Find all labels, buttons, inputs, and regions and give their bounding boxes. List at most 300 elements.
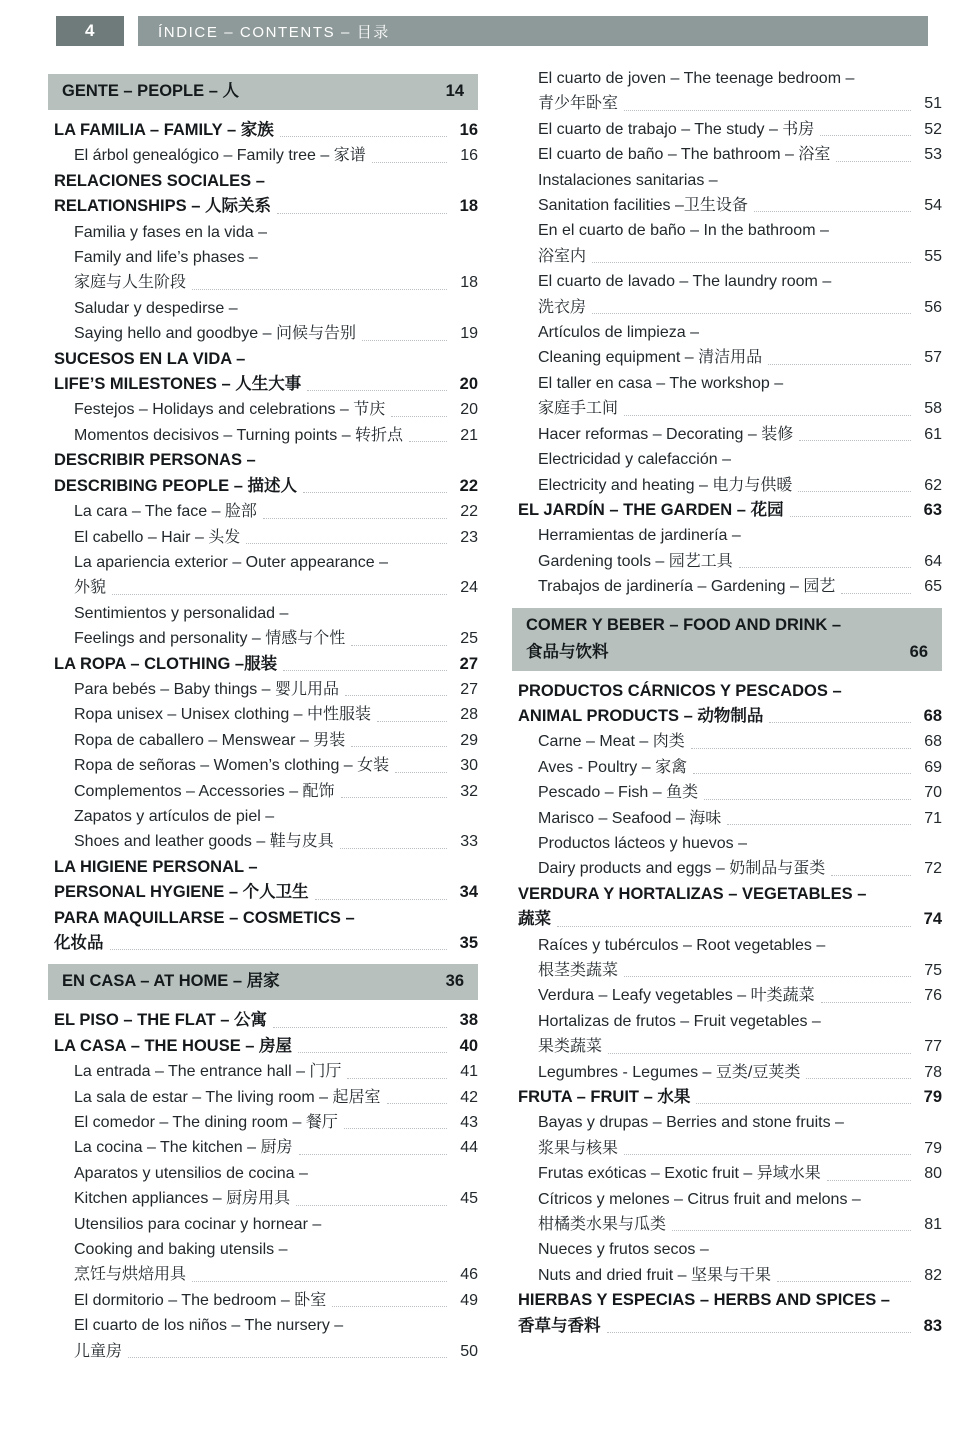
toc-entry-page-number: 66: [909, 642, 928, 661]
toc-sub-entry[interactable]: [48, 143, 478, 168]
toc-entry-line: [538, 422, 942, 447]
toc-sub-entry[interactable]: [48, 525, 478, 550]
toc-entry-label: 青少年卧室: [538, 95, 619, 113]
toc-entry-page-number: 14: [445, 82, 464, 100]
toc-entry-line: [74, 525, 478, 550]
toc-entry-line: [538, 780, 942, 805]
toc-entry-line: [538, 320, 942, 345]
toc-sub-entry[interactable]: [512, 806, 942, 831]
dot-leader: [351, 644, 447, 646]
dot-leader: [271, 187, 447, 188]
dot-leader: [280, 822, 447, 823]
toc-entry-label: EN CASA – AT HOME – 居家: [62, 972, 280, 991]
dot-leader: [110, 948, 448, 950]
toc-entry-label: Nueces y frutos secos –: [538, 1241, 709, 1259]
toc-entry-line: [526, 612, 928, 639]
toc-sub-entry[interactable]: [48, 677, 478, 702]
toc-entry-label: Cleaning equipment – 清洁用品: [538, 349, 763, 367]
toc-chapter-entry[interactable]: [48, 652, 478, 677]
toc-entry-label: LA CASA – THE HOUSE – 房屋: [54, 1036, 293, 1055]
toc-entry-line: [74, 1186, 478, 1211]
toc-entry-label: Ropa de caballero – Menswear – 男装: [74, 731, 346, 749]
toc-entry-line: [538, 396, 942, 421]
toc-entry-line: [538, 983, 942, 1008]
toc-entry-label: La cara – The face – 脸部: [74, 503, 257, 521]
toc-entry-label: LA HIGIENE PERSONAL –: [54, 857, 258, 876]
dot-leader: [307, 389, 447, 391]
dot-leader: [351, 745, 447, 747]
toc-sub-entry[interactable]: [48, 1135, 478, 1160]
toc-sub-entry[interactable]: [48, 220, 478, 296]
toc-sub-entry[interactable]: [48, 728, 478, 753]
toc-entry-label: La entrada – The entrance hall – 门厅: [74, 1063, 342, 1081]
toc-entry-line: [74, 779, 478, 804]
toc-chapter-entry[interactable]: [48, 347, 478, 398]
dot-leader: [615, 659, 898, 660]
dot-leader: [739, 566, 911, 568]
dot-leader: [192, 288, 447, 290]
toc-entry-label: Feelings and personality – 情感与个性: [74, 630, 346, 648]
toc-entry-line: [74, 1288, 478, 1313]
toc-sub-entry[interactable]: [512, 983, 942, 1008]
dot-leader: [303, 491, 447, 493]
toc-entry-line: [74, 1212, 478, 1237]
toc-entry-page-number: 25: [460, 630, 478, 648]
dot-leader: [387, 1102, 447, 1104]
toc-entry-page-number: 41: [460, 1063, 478, 1081]
toc-entry-line: [54, 372, 478, 397]
dot-leader: [246, 542, 447, 544]
toc-entry-line: [518, 907, 942, 932]
toc-entry-line: [538, 218, 942, 243]
toc-entry-page-number: 20: [460, 401, 478, 419]
toc-entry-label: Bayas y drupas – Berries and stone fruits –: [538, 1114, 844, 1132]
dot-leader: [848, 697, 911, 698]
toc-entry-label: 柑橘类水果与瓜类: [538, 1216, 667, 1234]
toc-entry-page-number: 45: [460, 1190, 478, 1208]
toc-entry-line: [538, 1161, 942, 1186]
dot-leader: [704, 798, 911, 800]
toc-entry-line: [54, 474, 478, 499]
toc-entry-line: [74, 1161, 478, 1186]
toc-entry-label: 食品与饮料: [526, 642, 609, 661]
dot-leader: [860, 84, 911, 85]
toc-sub-entry[interactable]: [512, 142, 942, 167]
toc-sub-entry[interactable]: [48, 804, 478, 855]
toc-entry-label: Cooking and baking utensils –: [74, 1241, 288, 1259]
dot-leader: [896, 1307, 911, 1308]
dot-leader: [847, 632, 897, 633]
toc-entry-page-number: 24: [460, 579, 478, 597]
dot-leader: [827, 1179, 911, 1181]
toc-entry-label: Electricidad y calefacción –: [538, 451, 731, 469]
toc-entry-page-number: 22: [460, 503, 478, 521]
toc-sub-entry[interactable]: [512, 422, 942, 447]
toc-entry-line: [538, 729, 942, 754]
toc-entry-label: La cocina – The kitchen – 厨房: [74, 1139, 293, 1157]
toc-sub-entry[interactable]: [512, 933, 942, 984]
toc-sub-entry[interactable]: [48, 702, 478, 727]
toc-entry-label: Cítricos y melones – Citrus fruit and melons –: [538, 1190, 861, 1208]
toc-entry-line: [538, 806, 942, 831]
toc-entry-label: La apariencia exterior – Outer appearance –: [74, 553, 388, 571]
dot-leader: [286, 988, 433, 989]
toc-entry-line: [74, 270, 478, 295]
toc-entry-page-number: 56: [924, 298, 942, 316]
toc-entry-label: DESCRIBIR PERSONAS –: [54, 451, 256, 470]
toc-sub-entry[interactable]: [512, 218, 942, 269]
toc-entry-page-number: 49: [460, 1291, 478, 1309]
toc-entry-line: [538, 856, 942, 881]
toc-entry-label: 浴室内: [538, 247, 587, 265]
toc-sub-entry[interactable]: [48, 1085, 478, 1110]
toc-sub-entry[interactable]: [48, 1161, 478, 1212]
toc-column-left: [48, 66, 478, 1364]
toc-entry-page-number: 21: [460, 426, 478, 444]
toc-entry-page-number: 16: [459, 121, 478, 139]
toc-entry-page-number: 32: [460, 782, 478, 800]
toc-sub-entry[interactable]: [48, 1110, 478, 1135]
toc-entry-label: Hacer reformas – Decorating – 装修: [538, 425, 794, 443]
toc-entry-label: La sala de estar – The living room – 起居室: [74, 1088, 381, 1106]
dot-leader: [821, 1001, 911, 1003]
dot-leader: [831, 874, 911, 876]
toc-section-band[interactable]: [48, 74, 478, 110]
toc-entry-label: Utensilios para cocinar y hornear –: [74, 1215, 322, 1233]
toc-sub-entry[interactable]: [48, 779, 478, 804]
toc-entry-line: [54, 880, 478, 905]
toc-chapter-entry[interactable]: [512, 1085, 942, 1110]
toc-entry-page-number: 74: [923, 910, 942, 929]
toc-entry-page-number: 33: [460, 833, 478, 851]
toc-entry-page-number: 23: [460, 528, 478, 546]
toc-entry-line: [54, 448, 478, 473]
toc-entry-label: Artículos de limpieza –: [538, 324, 699, 342]
toc-entry-line: [74, 1313, 478, 1338]
toc-entry-line: [538, 1187, 942, 1212]
toc-entry-line: [538, 1110, 942, 1135]
dot-leader: [624, 109, 911, 111]
dot-leader: [345, 694, 447, 696]
toc-entry-line: [54, 652, 478, 677]
toc-entry-label: SUCESOS EN LA VIDA –: [54, 349, 246, 368]
dot-leader: [298, 1051, 447, 1053]
toc-sub-entry[interactable]: [512, 269, 942, 320]
toc-entry-page-number: 71: [924, 809, 942, 827]
toc-entry-label: EL JARDÍN – THE GARDEN – 花园: [518, 500, 784, 519]
toc-entry-line: [62, 78, 464, 105]
toc-entry-label: Saludar y despedirse –: [74, 299, 238, 317]
toc-entry-line: [538, 447, 942, 472]
toc-entry-line: [74, 1237, 478, 1262]
toc-chapter-entry[interactable]: [512, 1288, 942, 1339]
toc-entry-label: Dairy products and eggs – 奶制品与蛋类: [538, 860, 826, 878]
toc-section-band[interactable]: [512, 608, 942, 671]
dot-leader: [724, 186, 911, 187]
toc-entry-page-number: 55: [924, 247, 942, 265]
toc-entry-label: LA ROPA – CLOTHING –服装: [54, 654, 278, 673]
toc-entry-label: Carne – Meat – 肉类: [538, 733, 685, 751]
dot-leader: [841, 592, 911, 594]
toc-entry-line: [538, 1009, 942, 1034]
toc-entry-label: Pescado – Fish – 鱼类: [538, 784, 699, 802]
dot-leader: [244, 314, 447, 315]
dot-leader: [251, 365, 447, 366]
toc-entry-page-number: 46: [460, 1266, 478, 1284]
toc-sub-entry[interactable]: [512, 574, 942, 599]
toc-chapter-entry[interactable]: [48, 118, 478, 143]
toc-entry-page-number: 78: [924, 1063, 942, 1081]
toc-entry-page-number: 69: [924, 758, 942, 776]
dot-leader: [394, 568, 447, 569]
toc-entry-line: [538, 269, 942, 294]
toc-entry-line: [54, 118, 478, 143]
dot-leader: [806, 1077, 911, 1079]
toc-chapter-entry[interactable]: [512, 498, 942, 523]
toc-entry-line: [538, 933, 942, 958]
toc-entry-line: [74, 753, 478, 778]
toc-entry-label: 香草与香料: [518, 1316, 601, 1335]
toc-entry-line: [54, 1008, 478, 1033]
dot-leader: [263, 517, 447, 519]
dot-leader: [395, 771, 447, 773]
toc-entry-line: [538, 1212, 942, 1237]
toc-sub-entry[interactable]: [512, 1060, 942, 1085]
toc-sub-entry[interactable]: [512, 1237, 942, 1288]
toc-entry-page-number: 81: [924, 1216, 942, 1234]
dot-leader: [867, 1205, 911, 1206]
toc-entry-label: Gardening tools – 园艺工具: [538, 552, 733, 570]
toc-entry-line: [74, 601, 478, 626]
toc-sub-entry[interactable]: [512, 729, 942, 754]
toc-entry-line: [54, 1034, 478, 1059]
toc-sub-entry[interactable]: [512, 780, 942, 805]
toc-entry-line: [538, 244, 942, 269]
toc-entry-line: [54, 855, 478, 880]
toc-entry-page-number: 44: [460, 1139, 478, 1157]
dot-leader: [277, 212, 447, 214]
dot-leader: [245, 98, 433, 99]
dot-leader: [280, 135, 447, 137]
toc-entry-line: [74, 626, 478, 651]
toc-entry-label: Aves - Poultry – 家禽: [538, 758, 688, 776]
dot-leader: [293, 1255, 447, 1256]
toc-entry-label: Shoes and leather goods – 鞋与皮具: [74, 833, 334, 851]
toc-entry-label: El dormitorio – The bedroom – 卧室: [74, 1291, 327, 1309]
toc-entry-label: El cuarto de baño – The bathroom – 浴室: [538, 146, 831, 164]
dot-leader: [789, 389, 911, 390]
toc-entry-label: HIERBAS Y ESPECIAS – HERBS AND SPICES –: [518, 1291, 890, 1310]
dot-leader: [835, 237, 911, 238]
toc-chapter-entry[interactable]: [48, 855, 478, 906]
toc-entry-line: [538, 142, 942, 167]
toc-entry-page-number: 38: [459, 1011, 478, 1030]
toc-chapter-entry[interactable]: [48, 448, 478, 499]
toc-chapter-entry[interactable]: [48, 1034, 478, 1059]
toc-entry-label: PERSONAL HYGIENE – 个人卫生: [54, 883, 309, 902]
toc-entry-page-number: 52: [924, 120, 942, 138]
toc-sub-entry[interactable]: [512, 66, 942, 117]
dot-leader: [112, 593, 447, 595]
toc-entry-line: [74, 220, 478, 245]
toc-entry-page-number: 75: [924, 962, 942, 979]
toc-entry-line: [74, 296, 478, 321]
dot-leader: [372, 161, 447, 163]
toc-entry-page-number: 62: [924, 476, 942, 494]
toc-entry-label: EL PISO – THE FLAT – 公寓: [54, 1011, 268, 1030]
toc-entry-page-number: 51: [924, 95, 942, 113]
toc-entry-page-number: 20: [459, 375, 478, 394]
dot-leader: [299, 1153, 448, 1155]
toc-entry-line: [74, 1085, 478, 1110]
dot-leader: [820, 134, 911, 136]
dot-leader: [377, 720, 447, 722]
toc-sub-entry[interactable]: [512, 755, 942, 780]
toc-entry-line: [518, 679, 942, 704]
toc-entry-label: Ropa de señoras – Women’s clothing – 女装: [74, 757, 390, 775]
toc-chapter-entry[interactable]: [48, 906, 478, 957]
toc-chapter-entry[interactable]: [48, 1008, 478, 1033]
toc-entry-line: [538, 295, 942, 320]
toc-sub-entry[interactable]: [48, 1288, 478, 1313]
toc-sub-entry[interactable]: [512, 168, 942, 219]
toc-entry-line: [518, 498, 942, 523]
toc-chapter-entry[interactable]: [512, 679, 942, 730]
toc-entry-page-number: 29: [460, 731, 478, 749]
toc-entry-page-number: 53: [924, 146, 942, 164]
toc-entry-line: [74, 1059, 478, 1084]
page-number-box: 4: [56, 16, 124, 46]
toc-sub-entry[interactable]: [512, 320, 942, 371]
toc-entry-label: Productos lácteos y huevos –: [538, 834, 748, 852]
dot-leader: [273, 238, 447, 239]
toc-entry-line: [518, 704, 942, 729]
dot-leader: [327, 1230, 447, 1231]
toc-entry-label: Instalaciones sanitarias –: [538, 171, 718, 189]
toc-entry-label: Para bebés – Baby things – 婴儿用品: [74, 680, 340, 698]
toc-entry-page-number: 19: [460, 325, 478, 343]
toc-entry-label: LIFE’S MILESTONES – 人生大事: [54, 375, 302, 394]
toc-sub-entry[interactable]: [48, 601, 478, 652]
toc-sub-entry[interactable]: [512, 1187, 942, 1238]
toc-entry-label: LA FAMILIA – FAMILY – 家族: [54, 121, 274, 139]
toc-sub-entry[interactable]: [512, 371, 942, 422]
toc-entry-label: Electricity and heating – 电力与供暖: [538, 476, 793, 494]
toc-sub-entry[interactable]: [512, 447, 942, 498]
dot-leader: [128, 1356, 447, 1358]
toc-entry-line: [526, 639, 928, 666]
toc-entry-line: [74, 702, 478, 727]
toc-entry-line: [538, 91, 942, 116]
toc-sub-entry[interactable]: [512, 117, 942, 142]
toc-entry-label: 蔬菜: [518, 910, 551, 929]
toc-entry-line: [54, 931, 478, 956]
dot-leader: [362, 339, 447, 341]
toc-entry-label: FRUTA – FRUIT – 水果: [518, 1088, 691, 1107]
toc-chapter-entry[interactable]: [48, 169, 478, 220]
toc-entry-label: RELACIONES SOCIALES –: [54, 171, 265, 190]
toc-sub-entry[interactable]: [48, 499, 478, 524]
toc-entry-label: Momentos decisivos – Turning points – 转折点: [74, 426, 404, 444]
toc-entry-line: [538, 549, 942, 574]
toc-sub-entry[interactable]: [512, 831, 942, 882]
toc-sub-entry[interactable]: [48, 753, 478, 778]
dot-leader: [777, 1280, 911, 1282]
toc-sub-entry[interactable]: [48, 1313, 478, 1364]
toc-entry-line: [54, 906, 478, 931]
toc-entry-label: El cabello – Hair – 头发: [74, 528, 241, 546]
toc-entry-page-number: 68: [923, 706, 942, 725]
toc-entry-page-number: 50: [460, 1342, 478, 1360]
toc-entry-line: [74, 1135, 478, 1160]
toc-entry-line: [74, 1339, 478, 1364]
toc-entry-label: Herramientas de jardinería –: [538, 527, 741, 545]
toc-section-band[interactable]: [48, 964, 478, 1000]
toc-sub-entry[interactable]: [48, 1212, 478, 1288]
toc-chapter-entry[interactable]: [512, 882, 942, 933]
toc-entry-label: 儿童房: [74, 1342, 123, 1360]
dot-leader: [836, 160, 911, 162]
toc-entry-line: [74, 143, 478, 168]
dot-leader: [262, 467, 447, 468]
toc-entry-page-number: 63: [923, 500, 942, 519]
toc-sub-entry[interactable]: [512, 1009, 942, 1060]
toc-entry-line: [54, 347, 478, 372]
dot-leader: [737, 466, 911, 467]
toc-entry-page-number: 54: [924, 197, 942, 215]
toc-entry-line: [62, 968, 464, 995]
dot-leader: [296, 1204, 447, 1206]
toc-entry-line: [538, 958, 942, 983]
toc-entry-page-number: 43: [460, 1114, 478, 1132]
dot-leader: [344, 1127, 447, 1129]
toc-entry-label: PRODUCTOS CÁRNICOS Y PESCADOS –: [518, 681, 842, 700]
toc-sub-entry[interactable]: [48, 296, 478, 347]
toc-entry-label: El cuarto de los niños – The nursery –: [74, 1317, 344, 1335]
dot-leader: [872, 900, 911, 901]
toc-entry-page-number: 64: [924, 552, 942, 570]
toc-entry-line: [538, 755, 942, 780]
toc-entry-page-number: 40: [459, 1036, 478, 1055]
toc-entry-line: [74, 321, 478, 346]
toc-entry-page-number: 35: [459, 934, 478, 952]
toc-entry-line: [538, 831, 942, 856]
toc-entry-label: El árbol genealógico – Family tree – 家谱: [74, 147, 366, 165]
toc-entry-page-number: 18: [460, 274, 478, 292]
dot-leader: [624, 414, 911, 416]
toc-sub-entry[interactable]: [512, 1110, 942, 1161]
toc-entry-line: [538, 1136, 942, 1161]
dot-leader: [341, 796, 447, 798]
toc-sub-entry[interactable]: [48, 550, 478, 601]
toc-sub-entry[interactable]: [512, 523, 942, 574]
toc-entry-label: PARA MAQUILLARSE – COSMETICS –: [54, 908, 355, 927]
toc-entry-label: Complementos – Accessories – 配饰: [74, 782, 335, 800]
dot-leader: [768, 363, 911, 365]
toc-entry-line: [74, 728, 478, 753]
toc-entry-label: Frutas exóticas – Exotic fruit – 异域水果: [538, 1165, 821, 1183]
toc-sub-entry[interactable]: [48, 397, 478, 422]
toc-entry-label: El cuarto de trabajo – The study – 书房: [538, 120, 815, 138]
dot-leader: [672, 1229, 911, 1231]
toc-entry-line: [74, 1110, 478, 1135]
toc-sub-entry[interactable]: [48, 1059, 478, 1084]
toc-entry-page-number: 68: [924, 733, 942, 751]
toc-entry-label: En el cuarto de baño – In the bathroom –: [538, 222, 829, 240]
toc-entry-label: Saying hello and goodbye – 问候与告别: [74, 325, 356, 343]
toc-sub-entry[interactable]: [48, 423, 478, 448]
toc-sub-entry[interactable]: [512, 1161, 942, 1186]
